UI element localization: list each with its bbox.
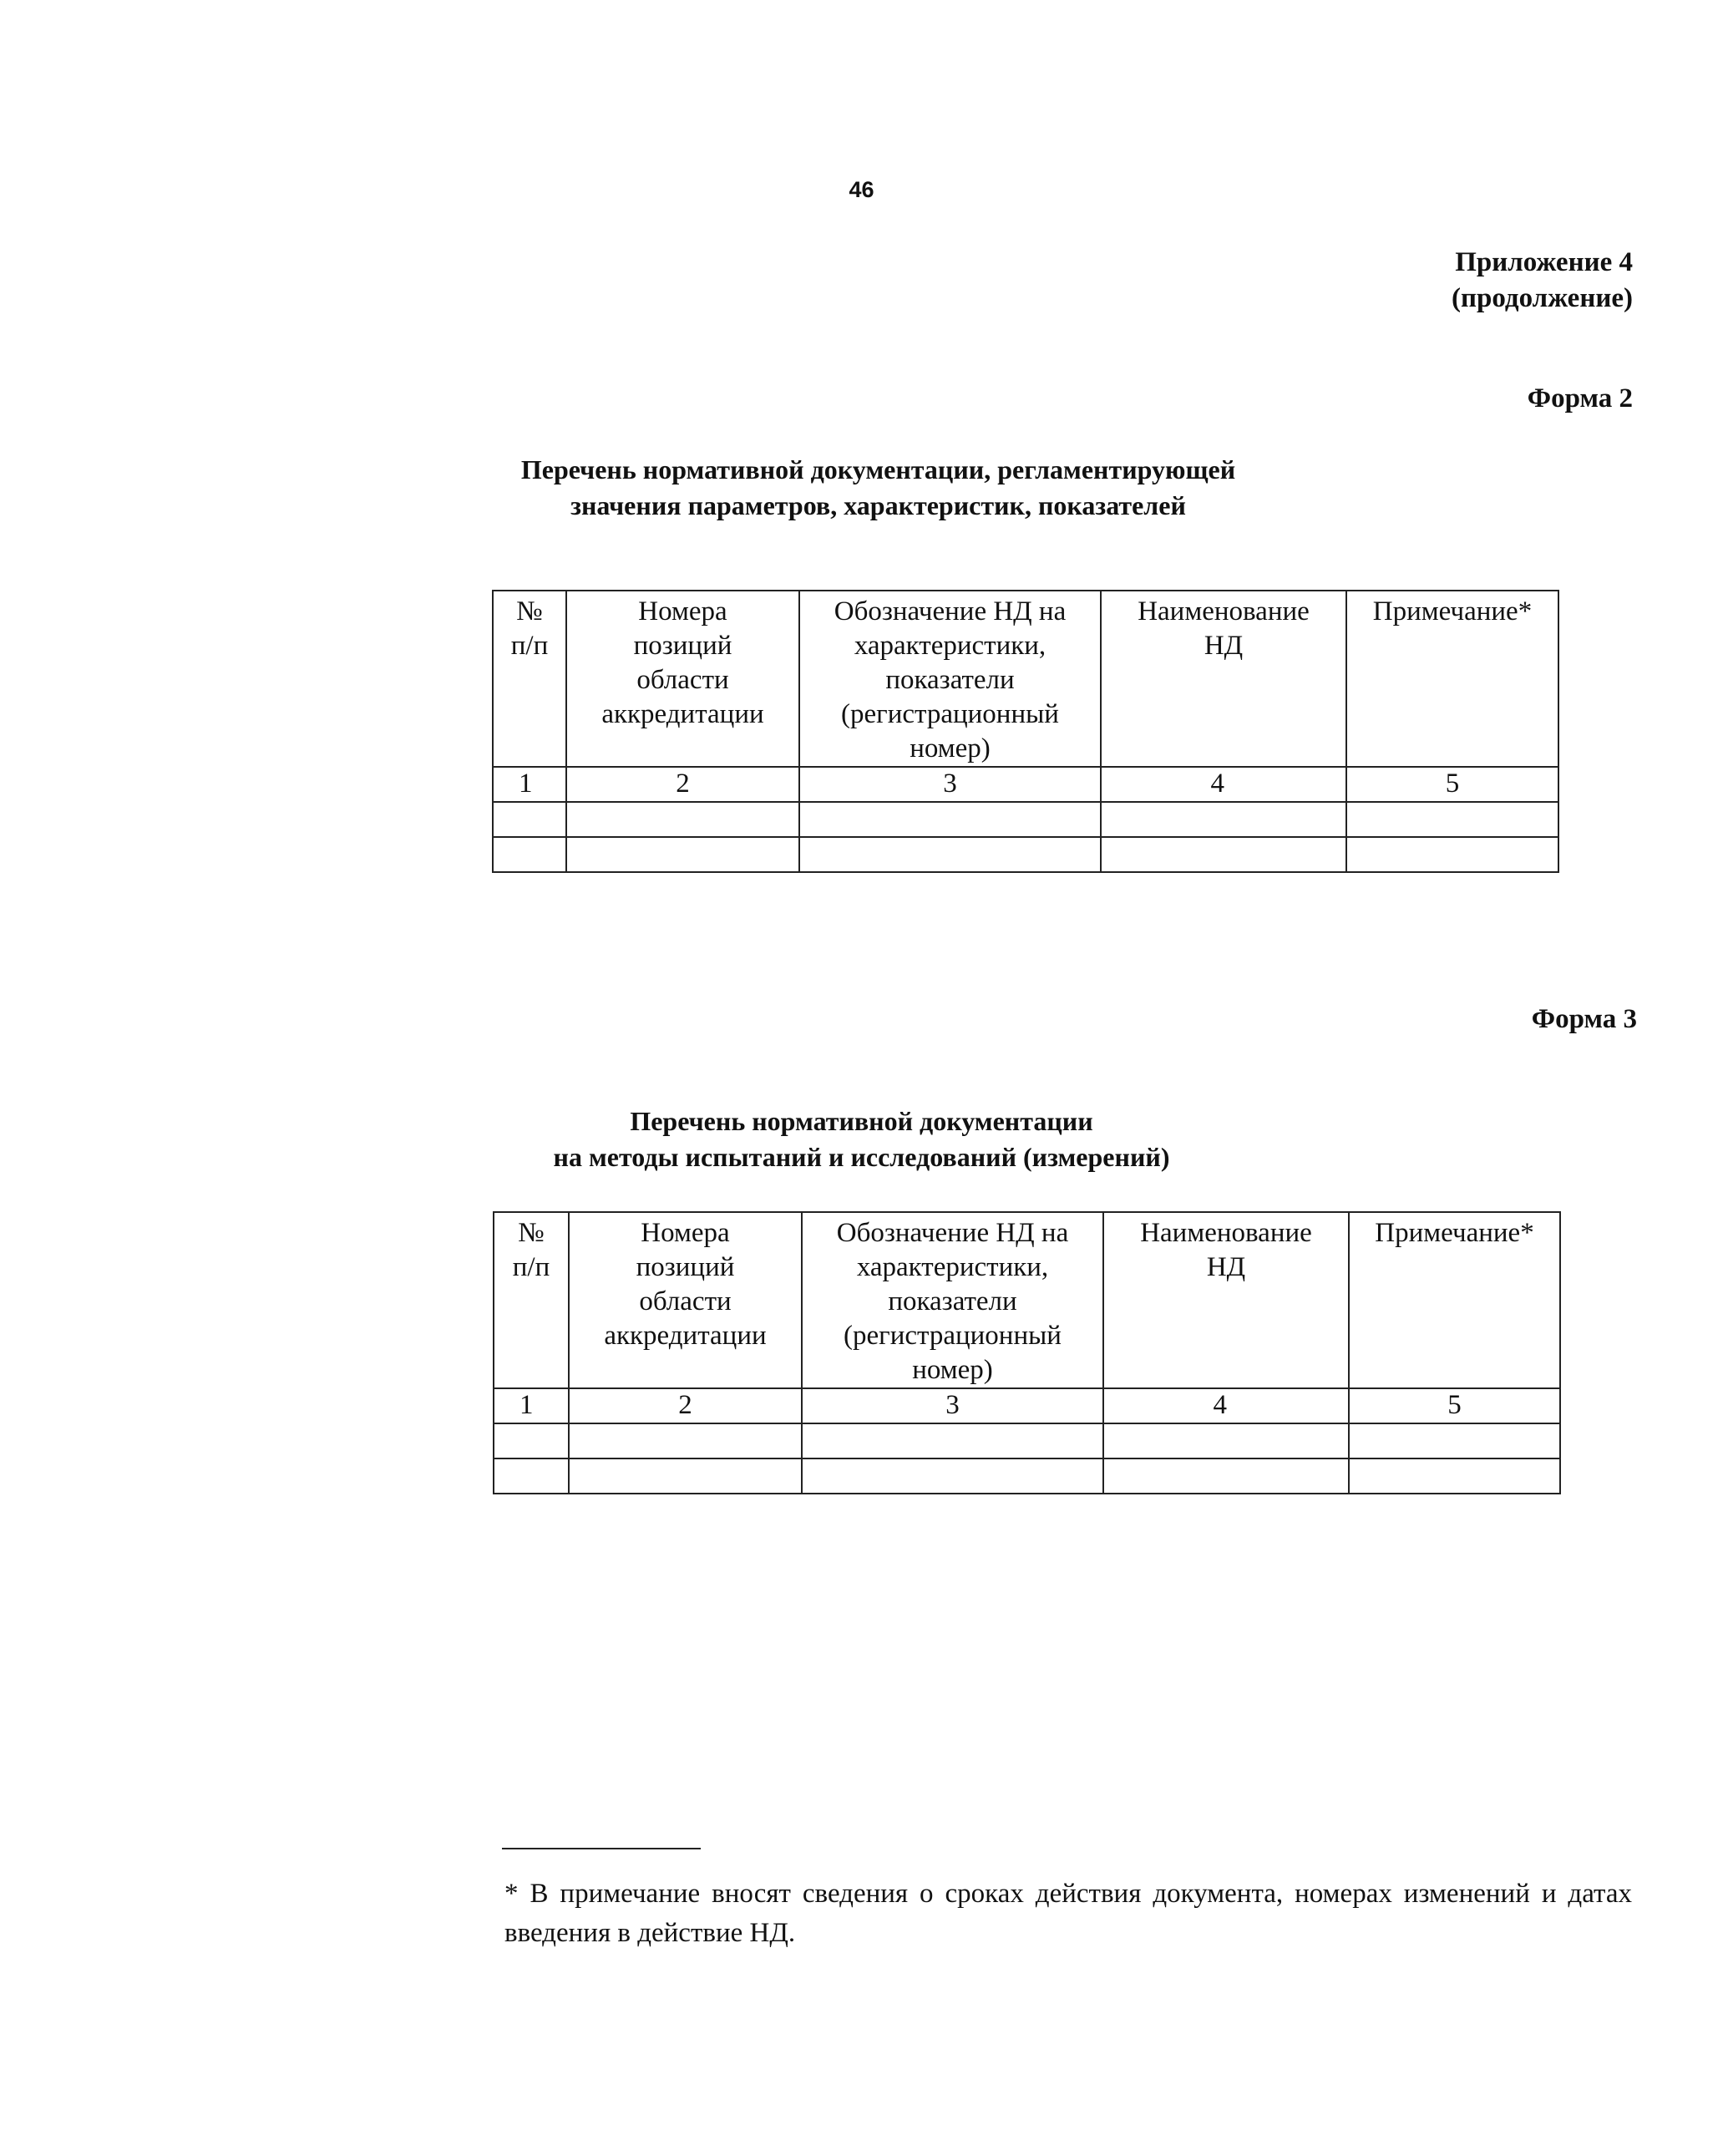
table-cell	[566, 837, 799, 872]
table-cell	[802, 1458, 1103, 1494]
header-text: аккредитации	[604, 1321, 767, 1351]
header-text: Номера	[638, 596, 727, 627]
form-2-title-line-1: Перечень нормативной документации, регламентирующей	[520, 454, 1236, 484]
header-text: Наименование	[1138, 596, 1310, 627]
table-cell	[566, 802, 799, 837]
header-text: (регистрационный	[844, 1321, 1062, 1351]
table-cell	[1349, 1423, 1560, 1458]
header-text: Примечание*	[1372, 596, 1533, 627]
footnote-separator	[502, 1848, 701, 1849]
header-text: НД	[1204, 631, 1244, 661]
column-number: 3	[802, 1388, 1103, 1423]
header-text: показатели	[888, 1286, 1017, 1316]
form-2-title-line-2: значения параметров, характеристик, показателей	[570, 490, 1186, 520]
header-text: №	[518, 1218, 545, 1248]
table-cell	[802, 1423, 1103, 1458]
table-cell	[493, 802, 566, 837]
table-cell	[1349, 1458, 1560, 1494]
table-cell	[1103, 1423, 1349, 1458]
header-note	[1349, 1212, 1560, 1388]
header-text: номер)	[912, 1355, 993, 1385]
column-number: 2	[566, 767, 799, 802]
table-cell	[1346, 802, 1558, 837]
form-3-table	[493, 1211, 1561, 1494]
page-number: 46	[849, 177, 874, 202]
form-3-label: Форма 3	[1531, 1004, 1637, 1034]
header-name	[1101, 591, 1346, 767]
header-text: характеристики,	[854, 631, 1046, 661]
column-number: 4	[1101, 767, 1346, 802]
header-name	[1103, 1212, 1349, 1388]
column-number: 5	[1346, 767, 1558, 802]
form-3-title-line-1: Перечень нормативной документации	[630, 1106, 1093, 1136]
column-number-row	[494, 1388, 1560, 1423]
column-number: 5	[1349, 1388, 1560, 1423]
header-number	[493, 591, 566, 767]
header-text: НД	[1206, 1252, 1246, 1282]
header-text: Номера	[641, 1218, 730, 1248]
table-cell	[493, 837, 566, 872]
header-number	[494, 1212, 569, 1388]
table-cell	[494, 1458, 569, 1494]
column-number: 1	[494, 1388, 569, 1423]
header-text: Примечание*	[1375, 1218, 1534, 1248]
header-text: Обозначение НД на	[834, 596, 1067, 627]
column-number: 4	[1103, 1388, 1349, 1423]
header-text: Обозначение НД на	[836, 1218, 1069, 1248]
appendix-continuation: (продолжение)	[1452, 283, 1633, 313]
header-text: п/п	[510, 631, 549, 661]
table-row	[493, 837, 1558, 872]
table-cell	[1101, 837, 1346, 872]
table-cell	[1101, 802, 1346, 837]
column-number-row	[493, 767, 1558, 802]
table-cell	[799, 802, 1101, 837]
header-text: п/п	[512, 1252, 550, 1282]
header-text: позиций	[633, 631, 732, 661]
header-text: характеристики,	[856, 1252, 1049, 1282]
header-text: Наименование	[1140, 1218, 1312, 1248]
table-cell	[494, 1423, 569, 1458]
header-text: позиций	[636, 1252, 735, 1282]
header-text: (регистрационный	[841, 699, 1059, 729]
table-header-row	[493, 591, 1558, 767]
table-cell	[1346, 837, 1558, 872]
table-row	[494, 1458, 1560, 1494]
header-text: номер)	[910, 733, 991, 763]
form-2-title	[17, 452, 1723, 524]
form-3-title	[0, 1103, 1723, 1175]
header-positions	[566, 591, 799, 767]
appendix-title: Приложение 4	[1455, 247, 1633, 277]
form-2-table	[492, 590, 1559, 873]
table-cell	[569, 1458, 802, 1494]
header-text: области	[639, 1286, 732, 1316]
header-designation	[799, 591, 1101, 767]
header-text: показатели	[885, 665, 1015, 695]
form-2-label: Форма 2	[1527, 383, 1633, 413]
header-note	[1346, 591, 1558, 767]
footnote: * В примечание вносят сведения о сроках действия документа, номерах изменений и датах введения в действие НД.	[504, 1879, 1632, 1948]
table-cell	[569, 1423, 802, 1458]
table-header-row	[494, 1212, 1560, 1388]
table-row	[493, 802, 1558, 837]
appendix-heading	[1452, 245, 1633, 317]
column-number: 3	[799, 767, 1101, 802]
column-number: 2	[569, 1388, 802, 1423]
form-3-title-line-2: на методы испытаний и исследований (измерений)	[553, 1142, 1170, 1172]
header-designation	[802, 1212, 1103, 1388]
column-number: 1	[493, 767, 566, 802]
table-cell	[1103, 1458, 1349, 1494]
table-cell	[799, 837, 1101, 872]
header-text: аккредитации	[601, 699, 764, 729]
table-row	[494, 1423, 1560, 1458]
header-text: №	[516, 596, 543, 627]
header-positions	[569, 1212, 802, 1388]
header-text: области	[636, 665, 729, 695]
